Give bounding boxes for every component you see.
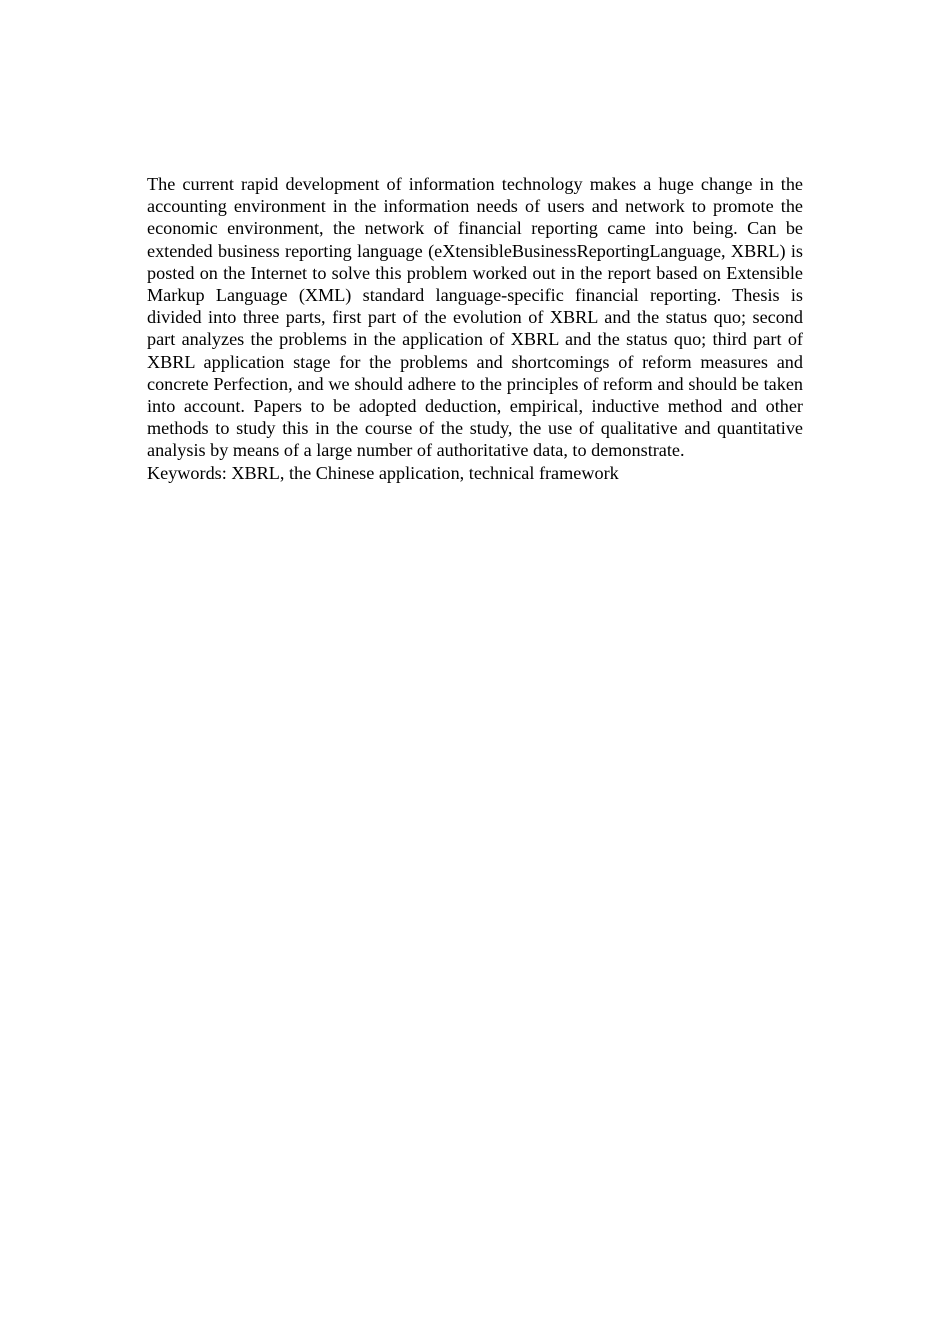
abstract-paragraph: The current rapid development of information technology makes a huge change in the accounting environment in the information needs of users and network to promote the economic environment, the network of financial reporting came into being. Can be extended business reporting language (eXtensibleBusinessReportingLanguage, XBRL) is posted on the Internet to solve this problem worked out in the report based on Extensible Markup Language (XML) standard language-specific financial reporting. Thesis is divided into three parts, first part of the evolution of XBRL and the status quo; second part analyzes the problems in the application of XBRL and the status quo; third part of XBRL application stage for the problems and shortcomings of reform measures and concrete Perfection, and we should adhere to the principles of reform and should be taken into account. Papers to be adopted deduction, empirical, inductive method and other methods to study this in the course of the study, the use of qualitative and quantitative analysis by means of a large number of authoritative data, to demonstrate. — [147, 174, 803, 461]
keywords-line: Keywords: XBRL, the Chinese application, technical framework — [147, 462, 619, 483]
abstract-section — [147, 173, 803, 484]
